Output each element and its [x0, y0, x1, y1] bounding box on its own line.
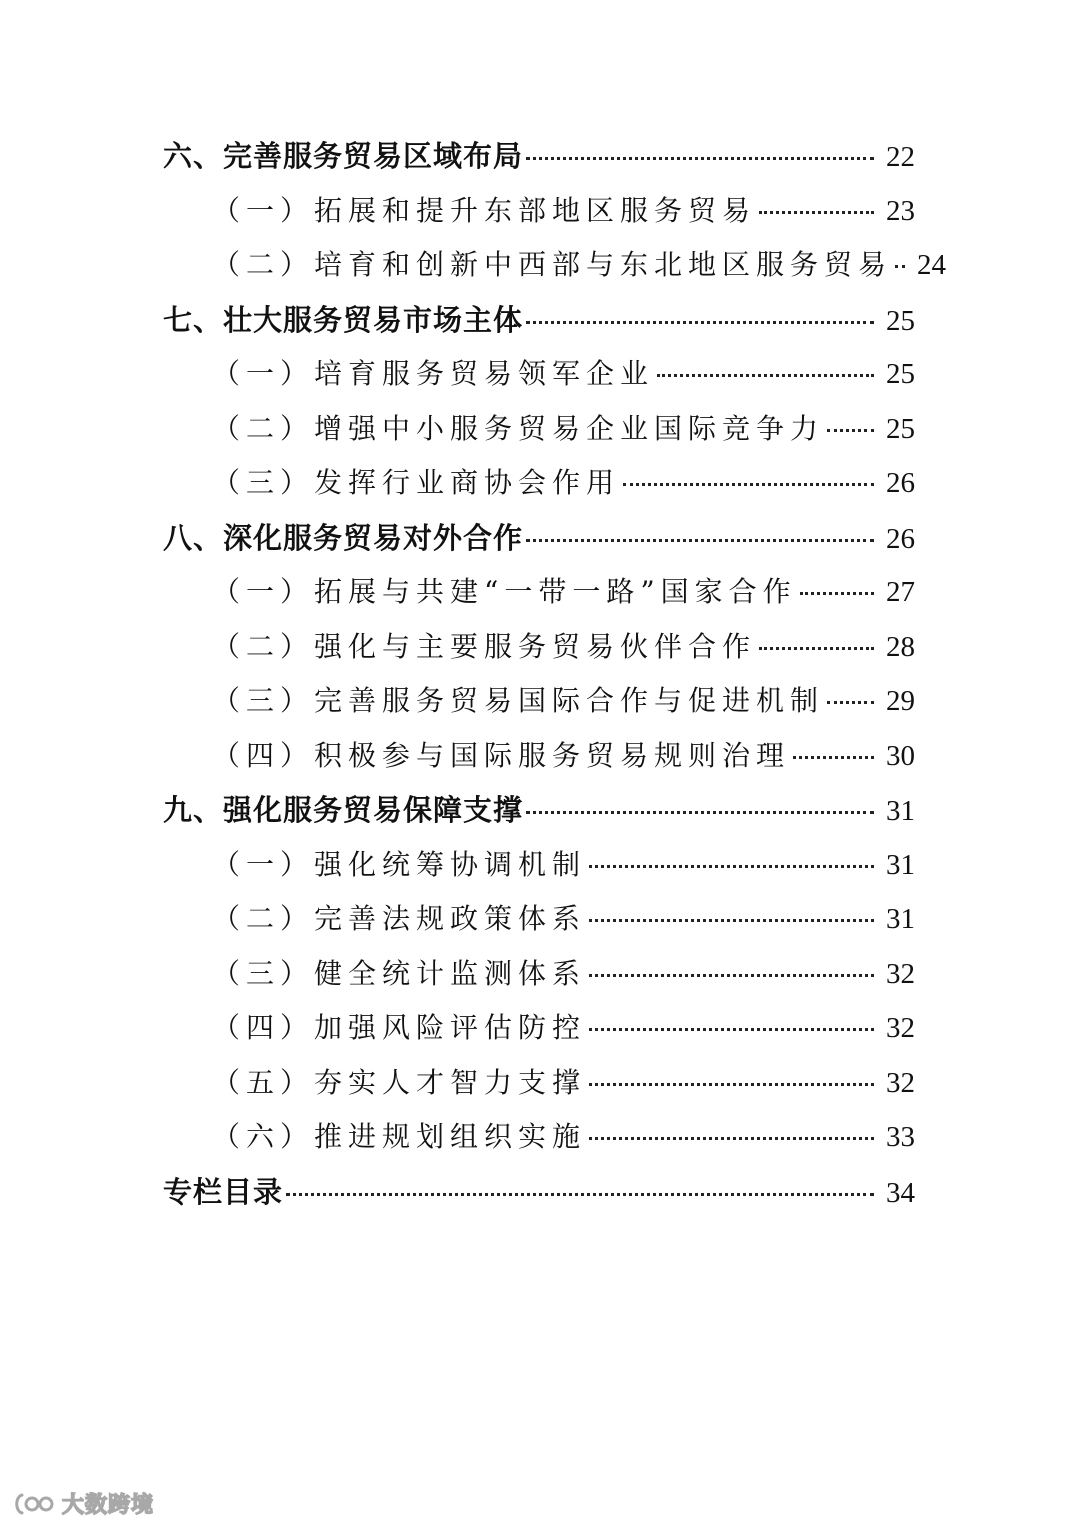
- toc-entry[interactable]: [0, 1170, 1080, 1225]
- toc-entry[interactable]: [0, 134, 1080, 189]
- toc-dot-leader: [589, 1137, 874, 1140]
- toc-entry-title: （一）拓展与共建“一带一路”国家合作: [212, 575, 797, 608]
- toc-dot-leader: [589, 919, 874, 922]
- toc-entry-title: （一）培育服务贸易领军企业: [212, 357, 655, 390]
- toc-entry[interactable]: [0, 407, 1080, 462]
- toc-page-number: 22: [886, 141, 915, 173]
- toc-page-number: 24: [917, 249, 947, 281]
- toc-page-number: 23: [886, 194, 915, 227]
- toc-dot-leader: [589, 1083, 874, 1086]
- toc-dot-leader: [526, 811, 874, 814]
- toc-page-number: 29: [886, 685, 915, 717]
- toc-entry-title: 七、壮大服务贸易市场主体: [163, 302, 524, 337]
- toc-dot-leader: [286, 1193, 874, 1196]
- toc-entry-title: （三）完善服务贸易国际合作与促进机制: [212, 684, 825, 717]
- toc-entry[interactable]: [0, 189, 1080, 244]
- toc-page-number: 26: [886, 467, 915, 499]
- toc-entry-title: 八、深化服务贸易对外合作: [163, 520, 524, 555]
- toc-dot-leader: [759, 211, 874, 214]
- toc-page-number: 34: [886, 1176, 915, 1209]
- watermark-text: 大数跨境: [62, 1493, 155, 1518]
- toc-page-number: 32: [886, 1012, 915, 1044]
- table-of-contents: [0, 134, 1080, 1224]
- toc-entry[interactable]: [0, 461, 1080, 516]
- toc-page-number: 31: [886, 795, 915, 827]
- toc-page-number: 27: [886, 576, 915, 608]
- toc-entry-title: （二）完善法规政策体系: [212, 902, 587, 935]
- toc-entry-title: （二）增强中小服务贸易企业国际竞争力: [212, 411, 825, 445]
- toc-entry[interactable]: [0, 1061, 1080, 1116]
- toc-entry-title: （三）发挥行业商协会作用: [212, 466, 621, 499]
- toc-entry[interactable]: [0, 843, 1080, 898]
- toc-dot-leader: [827, 429, 874, 432]
- toc-page-number: 31: [886, 903, 915, 935]
- toc-dot-leader: [793, 756, 874, 759]
- toc-page-number: 32: [886, 957, 915, 990]
- toc-page-number: 32: [886, 1066, 915, 1099]
- toc-entry-title: （一）拓展和提升东部地区服务贸易: [212, 193, 757, 227]
- toc-entry[interactable]: [0, 570, 1080, 625]
- toc-entry[interactable]: [0, 897, 1080, 952]
- toc-entry-title: （四）积极参与国际服务贸易规则治理: [212, 738, 791, 772]
- toc-entry[interactable]: [0, 298, 1080, 353]
- toc-dot-leader: [657, 374, 874, 377]
- toc-dot-leader: [589, 974, 874, 977]
- toc-entry[interactable]: [0, 1115, 1080, 1170]
- toc-dot-leader: [895, 265, 905, 268]
- brand-logo-icon: [12, 1491, 56, 1517]
- toc-dot-leader: [759, 647, 874, 650]
- toc-entry[interactable]: [0, 788, 1080, 843]
- toc-dot-leader: [526, 321, 874, 324]
- toc-page-number: 25: [886, 358, 915, 390]
- toc-page-number: 30: [886, 739, 915, 772]
- toc-entry-title: （三）健全统计监测体系: [212, 956, 587, 990]
- toc-entry-title: （五）夯实人才智力支撑: [212, 1065, 587, 1099]
- toc-page-number: 25: [886, 412, 915, 445]
- toc-entry-title: 六、完善服务贸易区域布局: [163, 139, 524, 173]
- toc-page-number: 25: [886, 304, 915, 337]
- toc-entry-title: （二）培育和创新中西部与东北地区服务贸易: [212, 248, 893, 281]
- toc-dot-leader: [526, 157, 874, 160]
- toc-entry[interactable]: [0, 516, 1080, 571]
- toc-page-number: 31: [886, 848, 915, 881]
- toc-entry[interactable]: [0, 625, 1080, 680]
- toc-dot-leader: [827, 701, 874, 704]
- toc-entry-title: 九、强化服务贸易保障支撑: [163, 793, 524, 827]
- toc-entry[interactable]: [0, 243, 1080, 298]
- toc-entry[interactable]: [0, 679, 1080, 734]
- toc-entry[interactable]: [0, 352, 1080, 407]
- toc-page-number: 26: [886, 522, 915, 555]
- toc-page-number: 28: [886, 630, 915, 663]
- toc-entry[interactable]: [0, 1006, 1080, 1061]
- toc-page-number: 33: [886, 1121, 915, 1153]
- toc-entry-title: （四）加强风险评估防控: [212, 1011, 587, 1044]
- watermark: [12, 1488, 154, 1519]
- toc-dot-leader: [623, 483, 874, 486]
- toc-dot-leader: [589, 865, 874, 868]
- toc-entry-title: （二）强化与主要服务贸易伙伴合作: [212, 629, 757, 663]
- toc-entry-title: （六）推进规划组织实施: [212, 1120, 587, 1153]
- toc-dot-leader: [589, 1028, 874, 1031]
- toc-entry-title: （一）强化统筹协调机制: [212, 847, 587, 881]
- toc-entry[interactable]: [0, 734, 1080, 789]
- toc-dot-leader: [800, 592, 874, 595]
- toc-dot-leader: [526, 539, 874, 542]
- toc-entry[interactable]: [0, 952, 1080, 1007]
- toc-entry-title: 专栏目录: [163, 1174, 284, 1209]
